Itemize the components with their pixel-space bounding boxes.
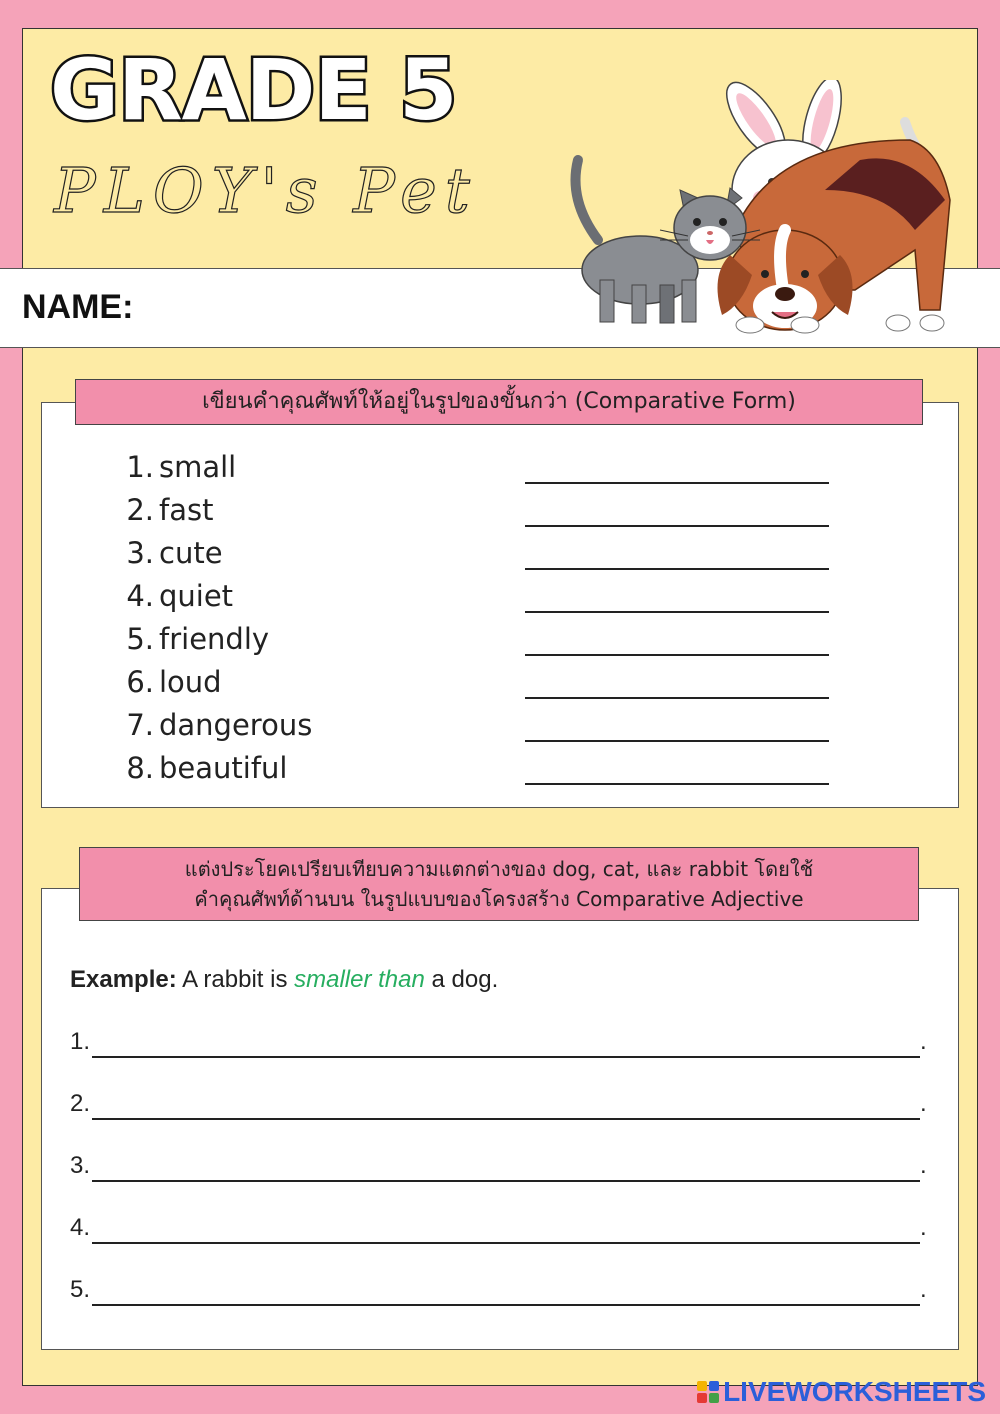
word-number: 3. [126, 536, 154, 570]
name-label: NAME: [22, 288, 134, 326]
sentence-answer-row [70, 1214, 928, 1250]
sentence-number: 5. [70, 1276, 91, 1303]
grade-title: GRADE 5 [50, 41, 457, 139]
word-text: fast [159, 493, 214, 527]
section1-instruction: เขียนคำคุณศัพท์ให้อยู่ในรูปของขั้นกว่า (Comparative Form) [75, 379, 923, 425]
liveworksheets-watermark[interactable] [697, 1376, 986, 1408]
word-text: small [159, 450, 237, 484]
word-item [126, 708, 830, 748]
section2-instruction-line2: คำคุณศัพท์ด้านบน ในรูปแบบของโครงสร้าง Comparative Adjective [194, 887, 804, 911]
sentence-end-period: . [920, 1090, 927, 1117]
sentence-answer-row [70, 1090, 928, 1126]
section2-instruction [79, 847, 919, 921]
answer-blank[interactable] [525, 740, 829, 742]
worksheet-subtitle: PLOY's Pet [54, 154, 478, 227]
example-text-before: A rabbit is [182, 966, 288, 993]
pets-illustration [560, 80, 980, 342]
sentence-blank[interactable] [92, 1056, 920, 1058]
section2-instruction-line1: แต่งประโยคเปรียบเทียบความแตกต่างของ dog, cat, และ rabbit โดยใช้ [184, 857, 814, 881]
word-item [126, 493, 830, 533]
answer-blank[interactable] [525, 783, 829, 785]
sentence-blank[interactable] [92, 1242, 920, 1244]
word-text: quiet [159, 579, 234, 613]
word-item [126, 665, 830, 705]
word-text: dangerous [159, 708, 313, 742]
word-item [126, 536, 830, 576]
liveworksheets-logo-icon [697, 1381, 719, 1403]
word-number: 7. [126, 708, 154, 742]
example-sentence [70, 966, 498, 994]
sentence-blank[interactable] [92, 1304, 920, 1306]
word-number: 5. [126, 622, 154, 656]
word-item [126, 622, 830, 662]
answer-blank[interactable] [525, 482, 829, 484]
answer-blank[interactable] [525, 611, 829, 613]
sentence-end-period: . [920, 1028, 927, 1055]
word-item [126, 751, 830, 791]
word-number: 2. [126, 493, 154, 527]
word-number: 1. [126, 450, 154, 484]
watermark-text: LIVEWORKSHEETS [723, 1376, 986, 1407]
sentence-end-period: . [920, 1276, 927, 1303]
sentence-blank[interactable] [92, 1180, 920, 1182]
word-text: beautiful [159, 751, 288, 785]
word-text: cute [159, 536, 223, 570]
sentence-answer-row [70, 1152, 928, 1188]
word-number: 6. [126, 665, 154, 699]
sentence-end-period: . [920, 1152, 927, 1179]
sentence-answer-row [70, 1276, 928, 1312]
example-label: Example: [70, 966, 177, 993]
sentence-number: 4. [70, 1214, 91, 1241]
sentence-number: 3. [70, 1152, 91, 1179]
answer-blank[interactable] [525, 525, 829, 527]
word-item [126, 450, 830, 490]
word-text: friendly [159, 622, 270, 656]
sentence-blank[interactable] [92, 1118, 920, 1120]
sentence-end-period: . [920, 1214, 927, 1241]
sentence-number: 1. [70, 1028, 91, 1055]
answer-blank[interactable] [525, 568, 829, 570]
example-text-after: a dog. [431, 966, 499, 993]
sentence-number: 2. [70, 1090, 91, 1117]
word-item [126, 579, 830, 619]
answer-blank[interactable] [525, 697, 829, 699]
word-number: 8. [126, 751, 154, 785]
word-text: loud [159, 665, 222, 699]
example-highlight: smaller than [294, 966, 425, 993]
word-number: 4. [126, 579, 154, 613]
sentence-answer-row [70, 1028, 928, 1064]
answer-blank[interactable] [525, 654, 829, 656]
